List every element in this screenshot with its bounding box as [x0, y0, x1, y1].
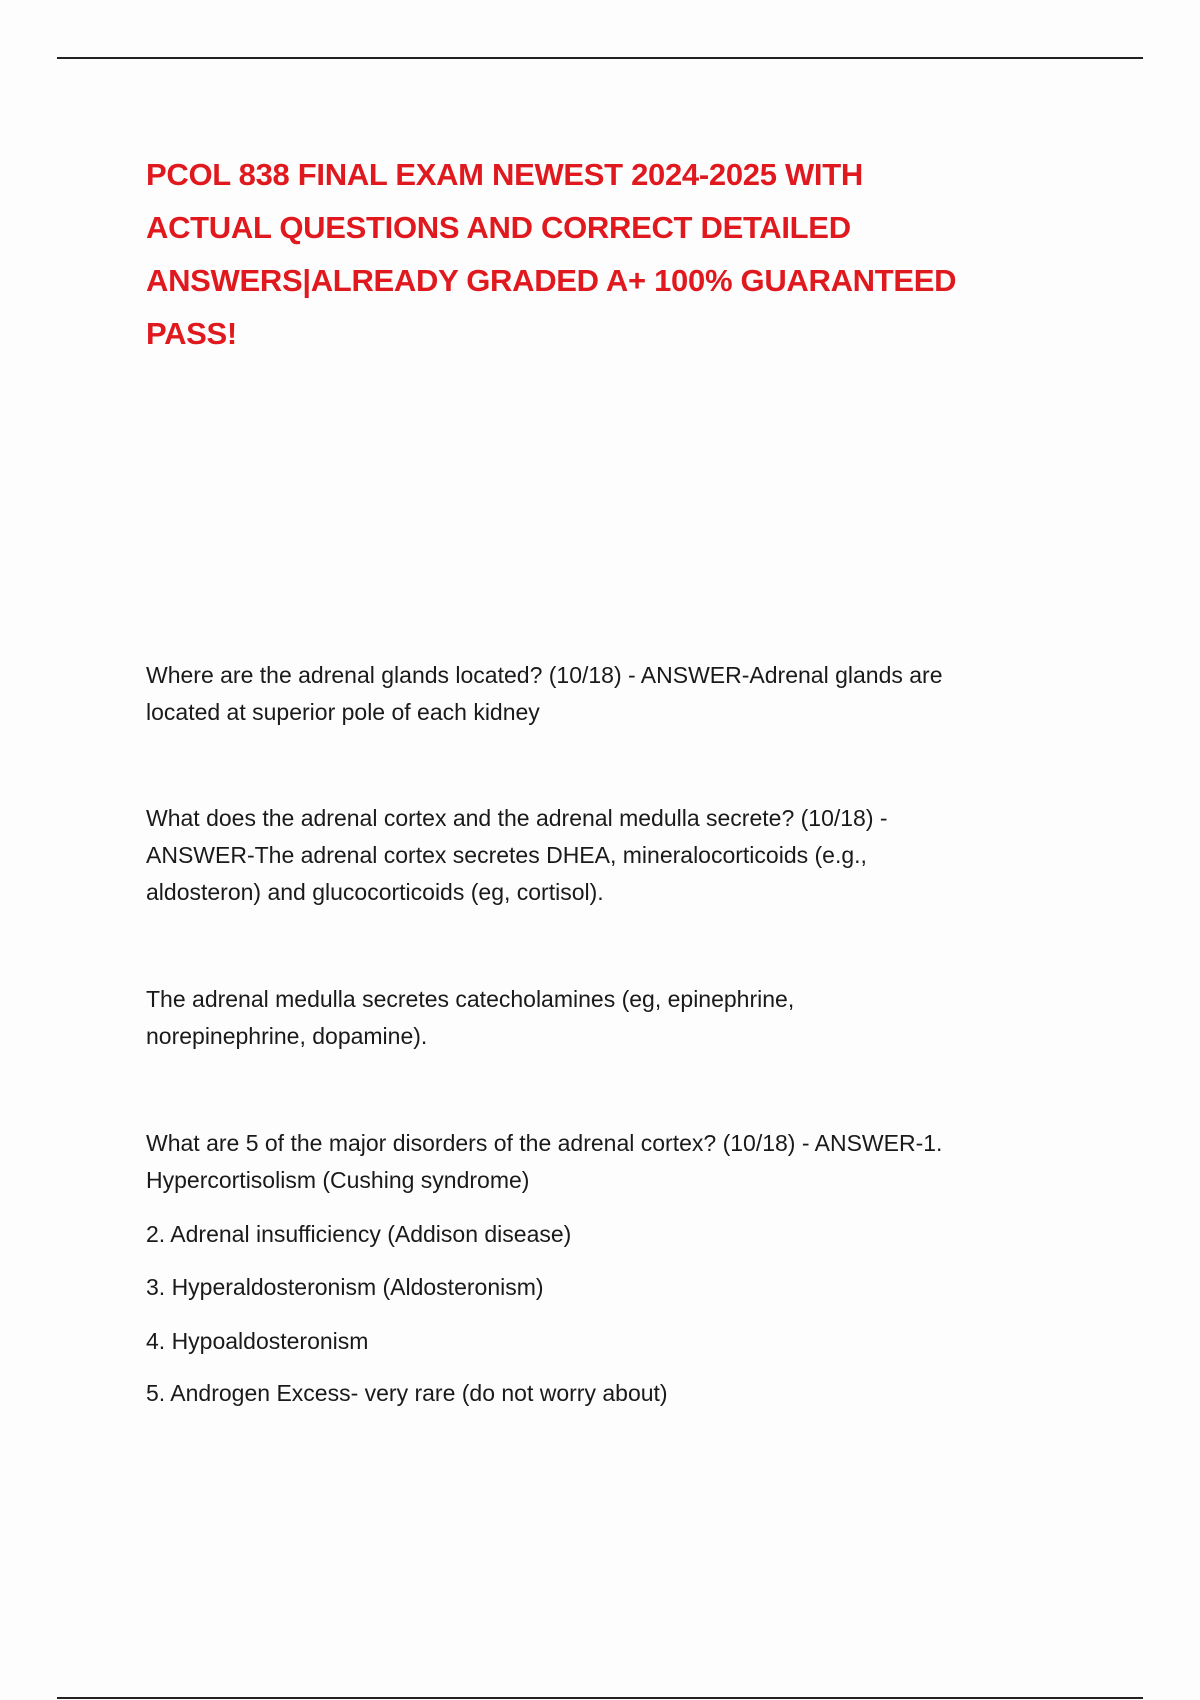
text-line: 5. Androgen Excess- very rare (do not worry about)	[146, 1380, 668, 1406]
question-adrenal-secretions	[146, 800, 888, 911]
title-line: ANSWERS|ALREADY GRADED A+ 100% GUARANTEED	[146, 263, 957, 298]
list-item	[146, 1269, 544, 1306]
text-line: ANSWER-The adrenal cortex secretes DHEA, mineralocorticoids (e.g.,	[146, 842, 867, 868]
text-line: aldosteron) and glucocorticoids (eg, cortisol).	[146, 879, 604, 905]
text-line: What are 5 of the major disorders of the adrenal cortex? (10/18) - ANSWER-1.	[146, 1130, 943, 1156]
answer-medulla-secretions	[146, 981, 794, 1055]
text-line: Where are the adrenal glands located? (10/18) - ANSWER-Adrenal glands are	[146, 662, 943, 688]
question-adrenal-location	[146, 657, 943, 731]
list-item	[146, 1216, 571, 1253]
list-item	[146, 1323, 368, 1360]
text-line: located at superior pole of each kidney	[146, 699, 540, 725]
header-rule	[57, 57, 1143, 59]
text-line: The adrenal medulla secretes catecholamines (eg, epinephrine,	[146, 986, 795, 1012]
title-line: PCOL 838 FINAL EXAM NEWEST 2024-2025 WITH	[146, 157, 863, 192]
text-line: 4. Hypoaldosteronism	[146, 1328, 369, 1354]
title-line: PASS!	[146, 316, 237, 351]
text-line: Hypercortisolism (Cushing syndrome)	[146, 1167, 530, 1193]
text-line: norepinephrine, dopamine).	[146, 1023, 428, 1049]
text-line: What does the adrenal cortex and the adrenal medulla secrete? (10/18) -	[146, 805, 888, 831]
text-line: 3. Hyperaldosteronism (Aldosteronism)	[146, 1274, 544, 1300]
list-item	[146, 1375, 668, 1412]
question-cortex-disorders	[146, 1125, 942, 1199]
footer-rule	[57, 1697, 1143, 1699]
text-line: 2. Adrenal insufficiency (Addison disease)	[146, 1221, 572, 1247]
document-title	[146, 148, 956, 360]
title-line: ACTUAL QUESTIONS AND CORRECT DETAILED	[146, 210, 851, 245]
